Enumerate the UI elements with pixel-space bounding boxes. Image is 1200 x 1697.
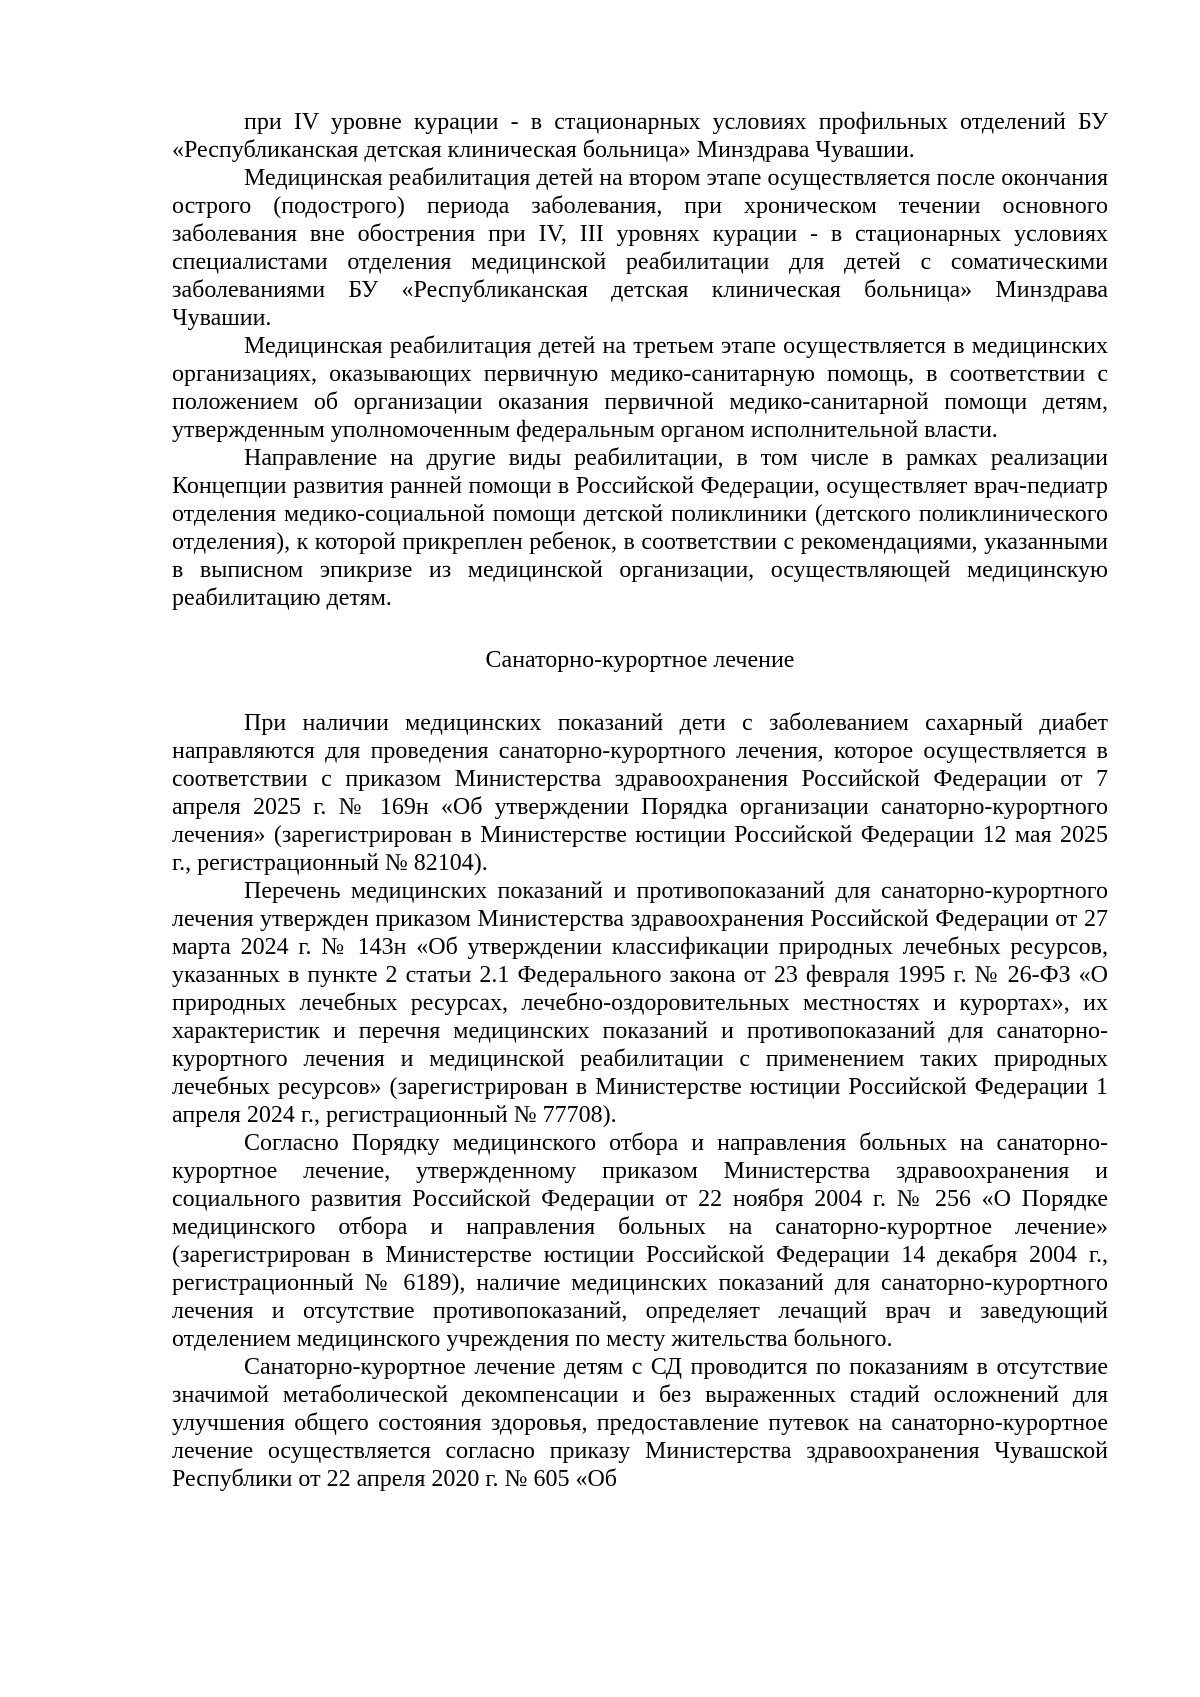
document-body	[172, 108, 1108, 1493]
paragraph-sanatorium-indications: При наличии медицинских показаний дети с заболеванием сахарный диабет направляются для проведения санаторно-курортного лечения, которое осуществляется в соответствии с приказом Министерства здравоохранения Российской Федерации от 7 апреля 2025 г. № 169н «Об утверждении Порядка организации санаторно-курортного лечения» (зарегистрирован в Министерстве юстиции Российской Федерации 12 мая 2025 г., регистрационный № 82104).	[172, 710, 1108, 876]
paragraph-rehab-third-stage: Медицинская реабилитация детей на третьем этапе осуществляется в медицинских организациях, оказывающих первичную медико-санитарную помощь, в соответствии с положением об организации оказания первичной медико-санитарной помощи детям, утвержденным уполномоченным федеральным органом исполнительной власти.	[172, 333, 1108, 443]
paragraph-rehab-second-stage: Медицинская реабилитация детей на втором этапе осуществляется после окончания острого (подострого) периода заболевания, при хроническом течении основного заболевания вне обострения при IV, III уровнях курации - в стационарных условиях специалистами отделения медицинской реабилитации для детей с соматическими заболеваниями БУ «Республиканская детская клиническая больница» Минздрава Чувашии.	[172, 165, 1108, 331]
paragraph-sanatorium-list: Перечень медицинских показаний и противопоказаний для санаторно-курортного лечения утвержден приказом Министерства здравоохранения Российской Федерации от 27 марта 2024 г. № 143н «Об утверждении классификации природных лечебных ресурсов, указанных в пункте 2 статьи 2.1 Федерального закона от 23 февраля 1995 г. № 26-ФЗ «О природных лечебных ресурсах, лечебно-оздоровительных местностях и курортах», их характеристик и перечня медицинских показаний и противопоказаний для санаторно-курортного лечения и медицинской реабилитации с применением таких природных лечебных ресурсов» (зарегистрирован в Министерстве юстиции Российской Федерации 1 апреля 2024 г., регистрационный № 77708).	[172, 878, 1108, 1128]
paragraph-rehab-referral: Направление на другие виды реабилитации, в том числе в рамках реализации Концепции развития ранней помощи в Российской Федерации, осуществляет врач-педиатр отделения медико-социальной помощи детской поликлиники (детского поликлинического отделения), к которой прикреплен ребенок, в соответствии с рекомендациями, указанными в выписном эпикризе из медицинской организации, осуществляющей медицинскую реабилитацию детям.	[172, 445, 1108, 611]
paragraph-rehab-level-iv: при IV уровне курации - в стационарных условиях профильных отделений БУ «Республиканская детская клиническая больница» Минздрава Чувашии.	[172, 109, 1108, 163]
paragraph-sanatorium-children: Санаторно-курортное лечение детям с СД проводится по показаниям в отсутствие значимой метаболической декомпенсации и без выраженных стадий осложнений для улучшения общего состояния здоровья, предоставление путевок на санаторно-курортное лечение осуществляется согласно приказу Министерства здравоохранения Чувашской Республики от 22 апреля 2020 г. № 605 «Об	[172, 1354, 1108, 1492]
paragraph-sanatorium-selection: Согласно Порядку медицинского отбора и направления больных на санаторно-курортное лечение, утвержденному приказом Министерства здравоохранения и социального развития Российской Федерации от 22 ноября 2004 г. № 256 «О Порядке медицинского отбора и направления больных на санаторно-курортное лечение» (зарегистрирован в Министерстве юстиции Российской Федерации 14 декабря 2004 г., регистрационный № 6189), наличие медицинских показаний для санаторно-курортного лечения и отсутствие противопоказаний, определяет лечащий врач и заведующий отделением медицинского учреждения по месту жительства больного.	[172, 1130, 1108, 1352]
section-title: Санаторно-курортное лечение	[485, 647, 795, 673]
